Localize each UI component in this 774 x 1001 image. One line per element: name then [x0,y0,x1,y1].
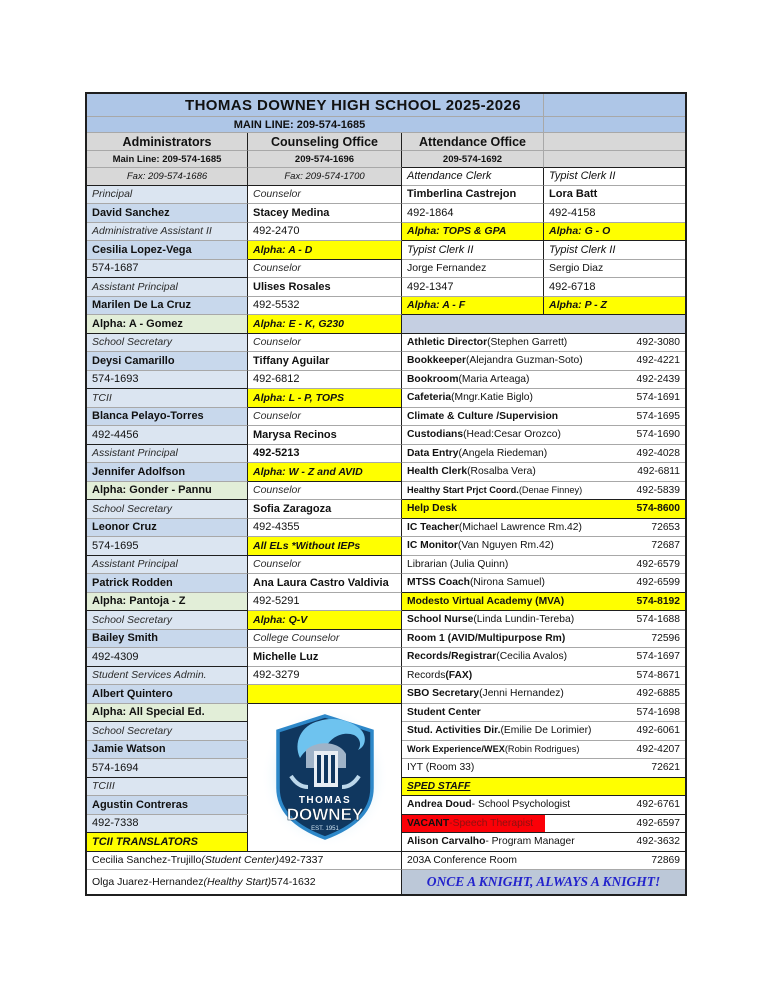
main-line-filler-cell [544,117,685,133]
school-logo-cell [248,704,402,852]
admin-name-cell: Jamie Watson [87,741,248,760]
entry-text: 492-7337 [278,854,324,867]
page-title: THOMAS DOWNEY HIGH SCHOOL 2025-2026 [87,94,544,117]
attendance-phone-cell: 492-1864 [402,204,544,223]
entry-text: (Jenni Hernandez) [479,688,564,700]
extension-value: 492-3080 [636,336,680,348]
extension-value: 574-1698 [636,706,680,718]
admin-role-cell: TCIII [87,778,248,797]
directory-item [402,537,685,556]
admin-phone-cell: 574-1693 [87,371,248,390]
visor-slit [324,755,328,783]
directory-item [402,445,685,464]
entry-label: Records/Registrar [407,651,497,663]
entry-label: Help Desk [407,503,457,515]
directory-item [402,815,685,834]
directory-item [402,704,685,723]
entry-label: Bookroom [407,373,459,385]
entry-text: (Maria Arteaga) [458,373,530,385]
entry-text: (Rosalba Vera) [467,466,536,478]
attendance-phone-cell: 492-1347 [402,278,544,297]
admin-phone-cell: 574-1687 [87,260,248,279]
extension-value: 492-6885 [636,688,680,700]
extension-value: 492-3632 [636,836,680,848]
extension-value: 574-8671 [636,669,680,681]
conference-room-entry [402,852,685,871]
directory-item [402,778,685,797]
entry-text: (Student Center) [201,854,279,867]
extension-value: 72687 [651,540,680,552]
main-line: MAIN LINE: 209-574-1685 [87,117,544,133]
entry-label: Room 1 (AVID/Multipurpose Rm) [407,632,566,644]
extension-value: 492-6811 [637,466,680,478]
admin-banner-cell: TCII TRANSLATORS [87,833,248,852]
attendance-name-cell: Lora Batt [544,186,685,205]
entry-text: (Head:Cesar Orozco) [463,429,561,441]
directory-item [402,630,685,649]
directory-item [402,426,685,445]
directory-item [402,759,685,778]
extension-value: 72869 [651,854,680,866]
directory-item [402,408,685,427]
attendance-phone-cell: 492-4158 [544,204,685,223]
entry-text: (Michael Lawrence Rm.42) [458,521,582,533]
extension-value: 492-6579 [636,558,680,570]
admin-role-cell: Assistant Principal [87,556,248,575]
counseling-name-cell: Michelle Luz [248,648,402,667]
counseling-fax: Fax: 209-574-1700 [248,168,402,186]
typist-clerk-title: Typist Clerk II [544,168,685,186]
footer-staff-entry [87,852,402,871]
admin-name-cell: Agustin Contreras [87,796,248,815]
entry-label: Custodians [407,429,464,441]
attendance-phone-cell: 492-6718 [544,278,685,297]
attendance-plain-cell: Jorge Fernandez [402,260,544,279]
directory-item [402,334,685,353]
entry-text: (Van Nguyen Rm.42) [457,540,554,552]
attendance-role-cell: Typist Clerk II [544,241,685,260]
directory-item [402,611,685,630]
extension-value: 492-4221 [636,355,680,367]
attendance-clerk-title: Attendance Clerk [402,168,544,186]
visor-slit [317,755,321,783]
counseling-phone-cell: 492-5532 [248,297,402,316]
entry-label: IC Monitor [407,540,458,552]
directory-table [85,92,687,896]
directory-item [402,722,685,741]
attendance-spacer-row [402,315,685,334]
entry-text: (Cecilia Avalos) [496,651,568,663]
directory-item [402,574,685,593]
footer-staff-entry [87,870,402,894]
admin-phone-cell: 492-7338 [87,815,248,834]
entry-text: Records [407,669,446,681]
entry-label: Stud. Activities Dir. [407,725,501,737]
entry-label: Athletic Director [407,336,488,348]
entry-text: (Emilie De Lorimier) [500,725,592,737]
extension-value: 574-1695 [636,410,680,422]
directory-item [402,593,685,612]
entry-text: IYT (Room 33) [407,762,475,774]
school-logo [259,704,391,850]
entry-label: SBO Secretary [407,688,480,700]
entry-text: (Robin Rodrigues) [504,744,580,755]
entry-text: - Program Manager [485,836,575,848]
admin-alpha-cell: Alpha: A - Gomez [87,315,248,334]
entry-text: - School Psychologist [471,799,571,811]
entry-text: (Alejandra Guzman-Soto) [465,355,583,367]
header-filler-cell [544,133,685,151]
counseling-name-cell: Sofia Zaragoza [248,500,402,519]
counseling-phone-cell: 492-3279 [248,667,402,686]
directory-item [402,648,685,667]
admin-name-cell: Patrick Rodden [87,574,248,593]
admin-role-cell: Student Services Admin. [87,667,248,686]
extension-value: 574-1697 [636,651,680,663]
entry-label: Andrea Doud [407,799,472,811]
logo-text-thomas: THOMAS [298,795,351,806]
entry-label: Data Entry [407,447,459,459]
admin-name-cell: Blanca Pelayo-Torres [87,408,248,427]
entry-label: Student Center [407,706,481,718]
counseling-alpha-cell: All ELs *Without IEPs [248,537,402,556]
counseling-role-cell: Counselor [248,334,402,353]
directory-item [402,352,685,371]
phone-filler-cell [544,151,685,168]
attendance-alpha-cell: Alpha: A - F [402,297,544,316]
logo-text-downey: DOWNEY [286,805,363,824]
attendance-alpha-cell: Alpha: TOPS & GPA [402,223,544,242]
extension-value: 72653 [651,521,680,533]
entry-text: (Stephen Garrett) [487,336,568,348]
entry-text: (Angela Riedeman) [458,447,548,459]
counseling-role-cell: Counselor [248,482,402,501]
entry-text: (Denae Finney) [518,485,583,496]
admin-name-cell: David Sanchez [87,204,248,223]
attendance-role-cell: Typist Clerk II [402,241,544,260]
directory-item [402,371,685,390]
extension-value: 574-1688 [636,614,680,626]
entry-text: 574-8192 [636,595,680,607]
extension-value: 492-5839 [636,484,680,496]
extension-value: 72621 [651,762,680,774]
entry-text: (Healthy Start) [203,876,272,888]
admin-role-cell: School Secretary [87,334,248,353]
extension-value: 492-4207 [636,743,680,755]
entry-label: (FAX) [445,669,473,681]
counseling-phone-cell: 492-4355 [248,519,402,538]
entry-text: 203A Conference Room [407,854,517,866]
entry-label: Cafeteria [407,392,452,404]
counseling-alpha-cell: Alpha: W - Z and AVID [248,463,402,482]
admin-role-cell: Administrative Assistant II [87,223,248,242]
entry-text: Olga Juarez-Hernandez [92,876,204,888]
entry-text: SPED STAFF [407,780,471,792]
counseling-header: Counseling Office [248,133,402,151]
admin-phone-cell: 492-4456 [87,426,248,445]
directory-item [402,556,685,575]
entry-label: Healthy Start Prjct Coord. [407,485,519,496]
directory-item [402,500,685,519]
logo-text-est: EST. 1951 [310,826,339,832]
extension-value: 492-6761 [636,799,680,811]
admin-name-cell: Jennifer Adolfson [87,463,248,482]
admin-phone-cell: 492-4309 [87,648,248,667]
extension-value: 72596 [651,632,680,644]
admin-alpha-cell: Alpha: Pantoja - Z [87,593,248,612]
directory-item [402,796,685,815]
extension-value: 492-2439 [636,373,680,385]
vacant-highlight [402,815,545,833]
admin-name-cell: Albert Quintero [87,685,248,704]
attendance-header: Attendance Office [402,133,544,151]
directory-item [402,685,685,704]
visor-slit [331,755,335,783]
counseling-phone-cell: 492-6812 [248,371,402,390]
administrators-fax: Fax: 209-574-1686 [87,168,248,186]
directory-item [402,741,685,760]
counseling-role-cell: Counselor [248,186,402,205]
attendance-alpha-cell: Alpha: G - O [544,223,685,242]
counseling-empty-cell [248,685,402,704]
entry-label: Bookkeeper [407,355,466,367]
counseling-name-cell: Tiffany Aguilar [248,352,402,371]
entry-label: VACANT [407,817,450,829]
admin-name-cell: Deysi Camarillo [87,352,248,371]
entry-label: Climate & Culture /Supervision [407,410,559,422]
extension-value: 492-6597 [636,817,680,829]
admin-role-cell: TCII [87,389,248,408]
admin-name-cell: Bailey Smith [87,630,248,649]
entry-text: 574-8600 [636,503,680,515]
directory-item [402,463,685,482]
counseling-role-cell: Counselor [248,408,402,427]
administrators-phone: Main Line: 209-574-1685 [87,151,248,168]
entry-text: Librarian (Julia Quinn) [407,558,509,570]
school-motto: ONCE A KNIGHT, ALWAYS A KNIGHT! [402,870,685,894]
entry-label: Work Experience/WEX [407,744,505,755]
admin-phone-cell: 574-1694 [87,759,248,778]
admin-role-cell: Assistant Principal [87,445,248,464]
counseling-name-cell: Stacey Medina [248,204,402,223]
directory-item [402,667,685,686]
directory-grid [85,92,687,896]
counseling-alpha-cell: Alpha: Q-V [248,611,402,630]
counseling-phoneb-cell: 492-5213 [248,445,402,464]
attendance-phone: 209-574-1692 [402,151,544,168]
entry-text: (Mngr.Katie Biglo) [451,392,533,404]
entry-text: (Linda Lundin-Tereba) [473,614,575,626]
counseling-alpha-cell: Alpha: E - K, G230 [248,315,402,334]
counseling-alpha-cell: Alpha: L - P, TOPS [248,389,402,408]
directory-item [402,519,685,538]
extension-value: 492-4028 [636,447,680,459]
counseling-name-cell: Ulises Rosales [248,278,402,297]
counseling-phone-cell: 492-2470 [248,223,402,242]
counseling-phone: 209-574-1696 [248,151,402,168]
admin-name-cell: Cesilia Lopez-Vega [87,241,248,260]
entry-label: IC Teacher [407,521,459,533]
entry-text: (Nirona Samuel) [469,577,545,589]
admin-alpha-cell: Alpha: All Special Ed. [87,704,248,723]
attendance-name-cell: Timberlina Castrejon [402,186,544,205]
counseling-name-cell: Marysa Recinos [248,426,402,445]
directory-item [402,833,685,852]
entry-text: Cecilia Sanchez-Trujillo [92,854,202,867]
extension-value: 574-1691 [636,392,680,404]
entry-label: School Nurse [407,614,474,626]
administrators-header: Administrators [87,133,248,151]
attendance-plain-cell: Sergio Diaz [544,260,685,279]
admin-role-cell: School Secretary [87,500,248,519]
admin-role-cell: School Secretary [87,722,248,741]
entry-label: Alison Carvalho [407,836,486,848]
admin-name-cell: Marilen De La Cruz [87,297,248,316]
entry-label: MTSS Coach [407,577,470,589]
directory-item [402,482,685,501]
admin-role-cell: School Secretary [87,611,248,630]
counseling-role-cell: Counselor [248,556,402,575]
admin-role-cell: Principal [87,186,248,205]
admin-role-cell: Assistant Principal [87,278,248,297]
extension-value: 574-1690 [636,429,680,441]
entry-label: Modesto Virtual Academy (MVA) [407,595,565,607]
extension-value: 492-6061 [636,725,680,737]
admin-phone-cell: 574-1695 [87,537,248,556]
admin-name-cell: Leonor Cruz [87,519,248,538]
directory-item [402,389,685,408]
counseling-phone-cell: 492-5291 [248,593,402,612]
counseling-role-cell: Counselor [248,260,402,279]
entry-text: -Speech Therapist [449,817,534,829]
admin-alpha-cell: Alpha: Gonder - Pannu [87,482,248,501]
attendance-alpha-cell: Alpha: P - Z [544,297,685,316]
entry-label: Health Clerk [407,466,468,478]
extension-value: 492-6599 [636,577,680,589]
entry-text: 574-1632 [271,876,316,888]
counseling-role-cell: College Counselor [248,630,402,649]
counseling-alpha-cell: Alpha: A - D [248,241,402,260]
title-filler-cell [544,94,685,117]
counseling-name-cell: Ana Laura Castro Valdivia [248,574,402,593]
